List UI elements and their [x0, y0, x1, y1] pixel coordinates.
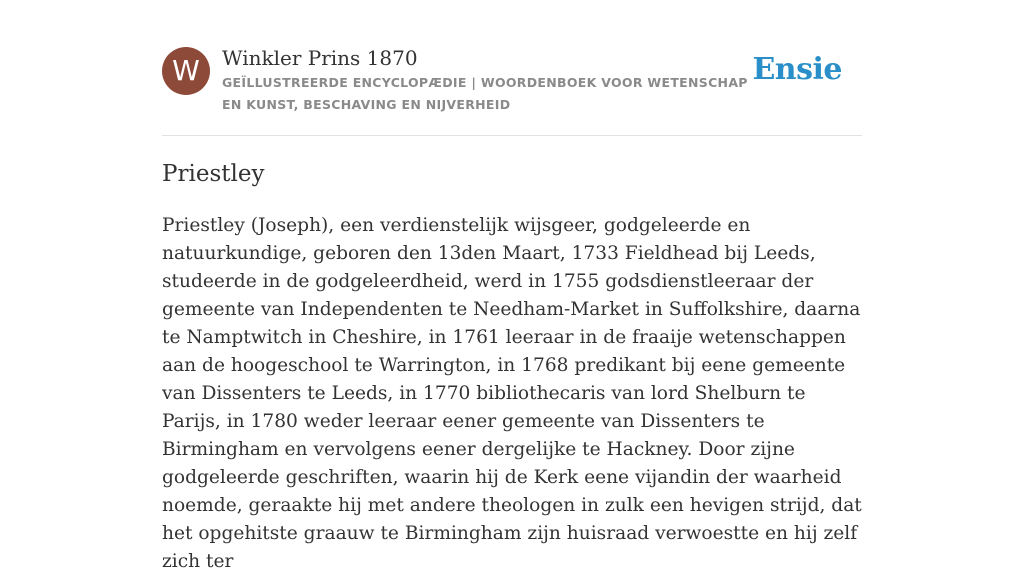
source-avatar[interactable]: W [162, 47, 210, 95]
source-header [162, 46, 862, 116]
source-subtitle: GEÏLLUSTREERDE ENCYCLOPÆDIE | WOORDENBOEK VOOR WETENSCHAP EN KUNST, BESCHAVING EN NIJVERHEID [222, 75, 748, 112]
header-divider [162, 135, 862, 136]
entry-title: Priestley [162, 161, 265, 187]
entry-body: Priestley (Joseph), een verdienstelijk wijsgeer, godgeleerde en natuurkundige, geboren den 13den Maart, 1733 Fieldhead bij Leeds, studeerde in de godgeleerdheid, werd in 1755 godsdienstleeraar der gemeente van Independenten te Needham-Market in Suffolkshire, daarna te Namptwitch in Cheshire, in 1761 leeraar in de fraaije wetenschappen aan de hoogeschool te Warrington, in 1768 predikant bij eene gemeente van Dissenters te Leeds, in 1770 bibliothecaris van lord Shelburn te Parijs, in 1780 weder leeraar eener gemeente van Dissenters te Birmingham en vervolgens eener dergelijke te Hackney. Door zijne godgeleerde geschriften, waarin hij de Kerk eene vijandin der waarheid noemde, geraakte hij met andere theologen in zulk een hevigen strijd, dat het opgehitste graauw te Birmingham zijn huisraad verwoestte en hij zelf zich ter [162, 215, 862, 572]
source-title[interactable]: Winkler Prins 1870 [222, 46, 418, 70]
ensie-logo-link[interactable]: Ensie [752, 52, 842, 87]
